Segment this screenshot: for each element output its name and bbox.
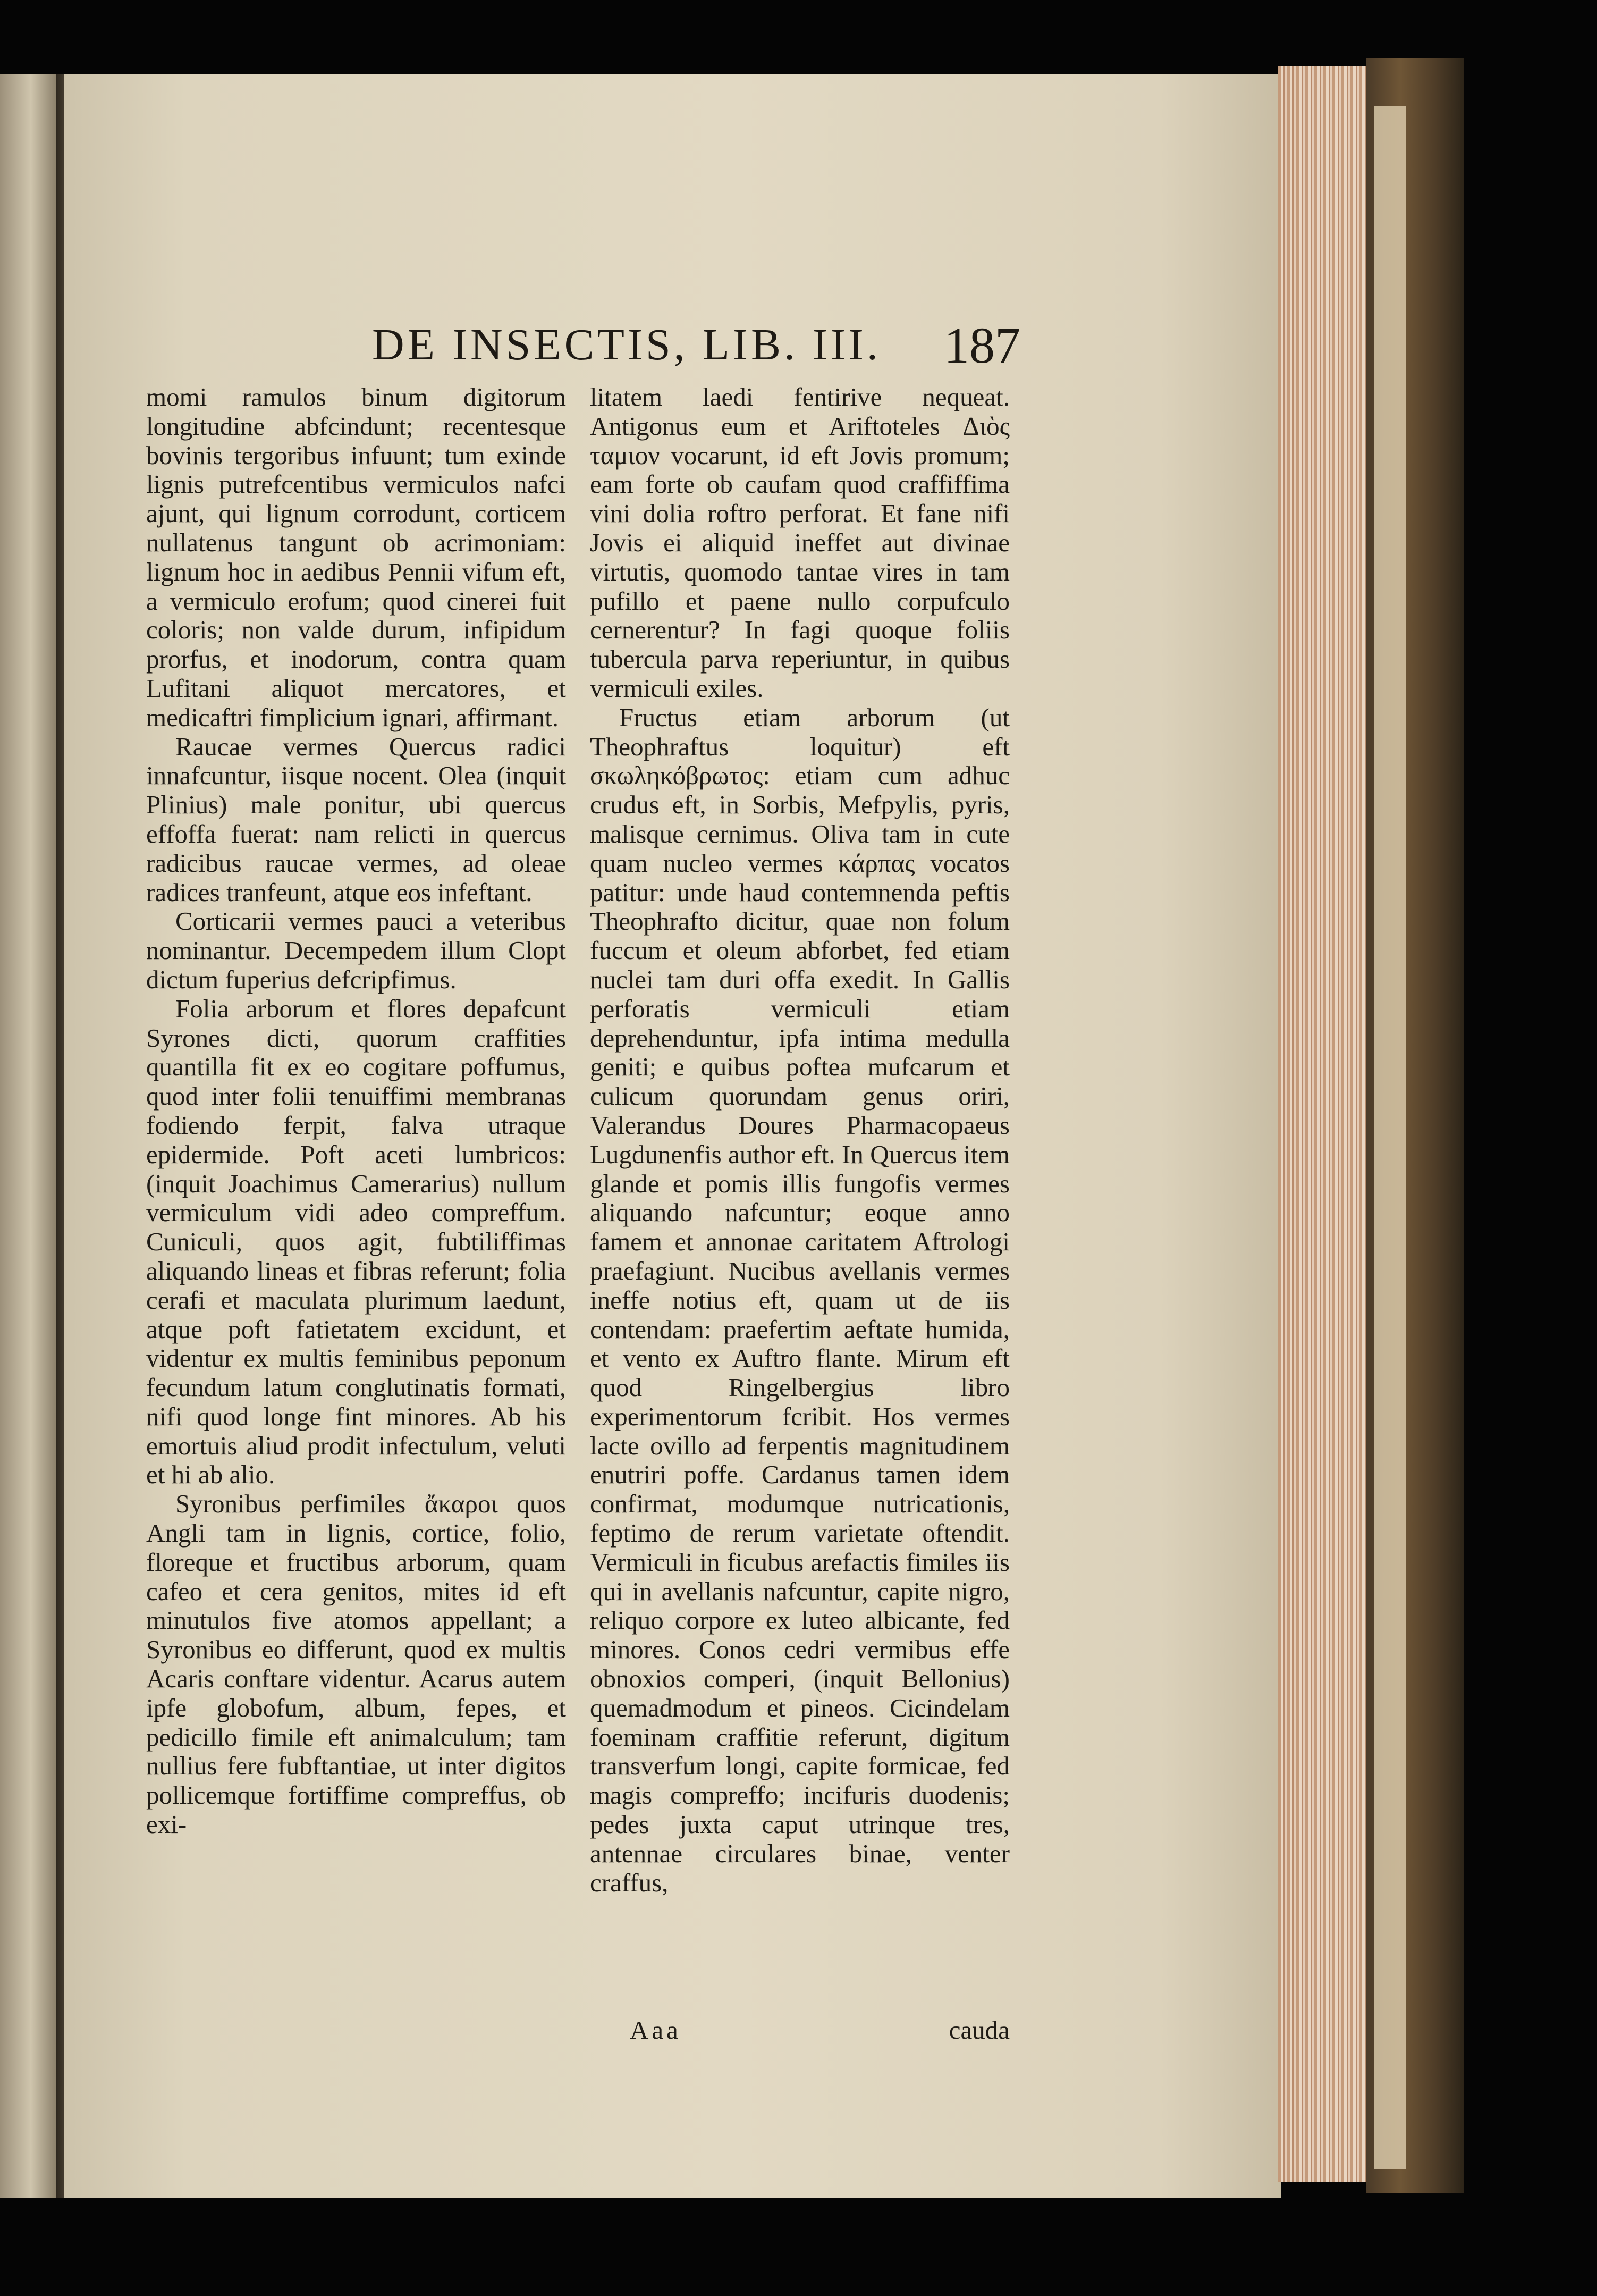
previous-page-edge bbox=[0, 74, 56, 2198]
right-column bbox=[590, 383, 1010, 1897]
catchword: cauda bbox=[949, 2015, 1010, 2045]
paragraph: Corticarii vermes pauci a veteribus nominantur. Decempedem illum Clopt dictum fuperius defcripfimus. bbox=[146, 906, 566, 994]
left-column bbox=[146, 383, 566, 1839]
cover-board-strip bbox=[1374, 106, 1406, 2169]
paragraph: Raucae vermes Quercus radici innafcuntur, iisque nocent. Olea (inquit Plinius) male ponitur, ubi quercus effoffa fuerat: nam relicti in quercus radicibus raucae vermes, ad oleae radices tranfeunt, atque eos infeftant. bbox=[146, 731, 566, 907]
paragraph: Syronibus perfimiles ἄκαροι quos Angli tam in lignis, cortice, folio, floreque et fructibus arborum, quam cafeo et cera genitos, mites id eft minutulos five atomos appellant; a Syronibus eo differunt, quod ex multis Acaris conftare videntur. Acarus autem ipfe globofum, album, fepes, et pedicillo fimile eft animalculum; tam nullius fere fubftantiae, ut inter digitos pollicemque fortiffime compreffus, ob exi- bbox=[146, 1489, 566, 1839]
paragraph: litatem laedi fentirive nequeat. Antigonus eum et Ariftoteles Διὸς ταμιον vocarunt, id eft Jovis promum; eam forte ob caufam quod craffiffima vini dolia roftro perforat. Et fane nifi Jovis ei aliquid ineffet aut divinae virtutis, quomodo tantae vires in tam pufillo et paene nullo corpufculo cernerentur? In fagi quoque foliis tubercula parva reperiuntur, in quibus vermiculi exiles. bbox=[590, 382, 1010, 703]
paragraph: Folia arborum et flores depafcunt Syrones dicti, quorum craffities quantilla fit ex eo cogitare poffumus, quod inter folii tenuiffimi membranas fodiendo ferpit, falva utraque epidermide. Poft aceti lumbricos: (inquit Joachimus Camerarius) nullum vermiculum vidi adeo compreffum. Cuniculi, quos agit, fubtiliffimas aliquando lineas et fibras referunt; folia cerafi et maculata plurimum laedunt, atque poft fatietatem excidunt, et videntur ex multis feminibus peponum fecundum latum conglutinatis formati, nifi quod longe fint minores. Ab his emortuis aliud prodit infectulum, veluti et hi ab alio. bbox=[146, 994, 566, 1490]
paragraph: Fructus etiam arborum (ut Theophraftus loquitur) eft σκωληκόβρωτος: etiam cum adhuc crudus eft, in Sorbis, Mefpylis, pyris, malisque cernimus. Oliva tam in cute quam nucleo vermes κάρπας vocatos patitur: unde haud contemnenda peftis Theophrafto dicitur, quae non folum fuccum et oleum abforbet, fed etiam nuclei tam duri offa exedit. In Gallis perforatis vermiculi etiam deprehenduntur, ipfa intima medulla geniti; e quibus poftea mufcarum et culicum quorundam genus oriri, Valerandus Doures Pharmacopaeus Lugdunenfis author eft. In Quercus item glande et pomis illis fungofis vermes aliquando nafcuntur; eoque anno famem et annonae caritatem Aftrologi praefagiunt. Nucibus avellanis vermes ineffe notius eft, quam ut de iis contendam: praefertim aeftate humida, et vento ex Auftro flante. Mirum eft quod Ringelbergius libro experimentorum fcribit. Hos vermes lacte ovillo ad ferpentis magnitudinem enutriri poffe. Cardanus tamen idem confirmat, modumque nutricationis, feptimo de rerum varietate oftendit. Vermiculi in ficubus arefactis fimiles iis qui in avellanis nafcuntur, capite nigro, reliquo corpore ex luteo albicante, fed minores. Conos cedri vermibus effe obnoxios comperi, (inquit Bellonius) quemadmodum et pineos. Cicindelam foeminam craffitie referunt, digitum transverfum longi, capite formicae, fed magis compreffo; incifuris duodenis; pedes juxta caput utrinque tres, antennae circulares binae, venter craffus, bbox=[590, 702, 1010, 1897]
signature-mark: Aaa bbox=[630, 2015, 681, 2045]
page-block-edges bbox=[1278, 66, 1368, 2182]
paragraph: momi ramulos binum digitorum longitudine abfcindunt; recentesque bovinis tergoribus infuunt; tum exinde lignis putrefcentibus vermiculos nafci ajunt, qui lignum corrodunt, corticem nullatenus tangunt ob acrimoniam: lignum hoc in aedibus Pennii vifum eft, a vermiculo erofum; quod cinerei fuit coloris; non valde durum, infipidum prorfus, et inodorum, contra quam Lufitani aliquot mercatores, et medicaftri fimplicium ignari, affirmant. bbox=[146, 382, 566, 732]
page-number: 187 bbox=[944, 317, 1020, 374]
running-title: DE INSECTIS, LIB. III. bbox=[372, 320, 881, 369]
page-footer bbox=[590, 2015, 1010, 2047]
page-header bbox=[372, 319, 1020, 377]
